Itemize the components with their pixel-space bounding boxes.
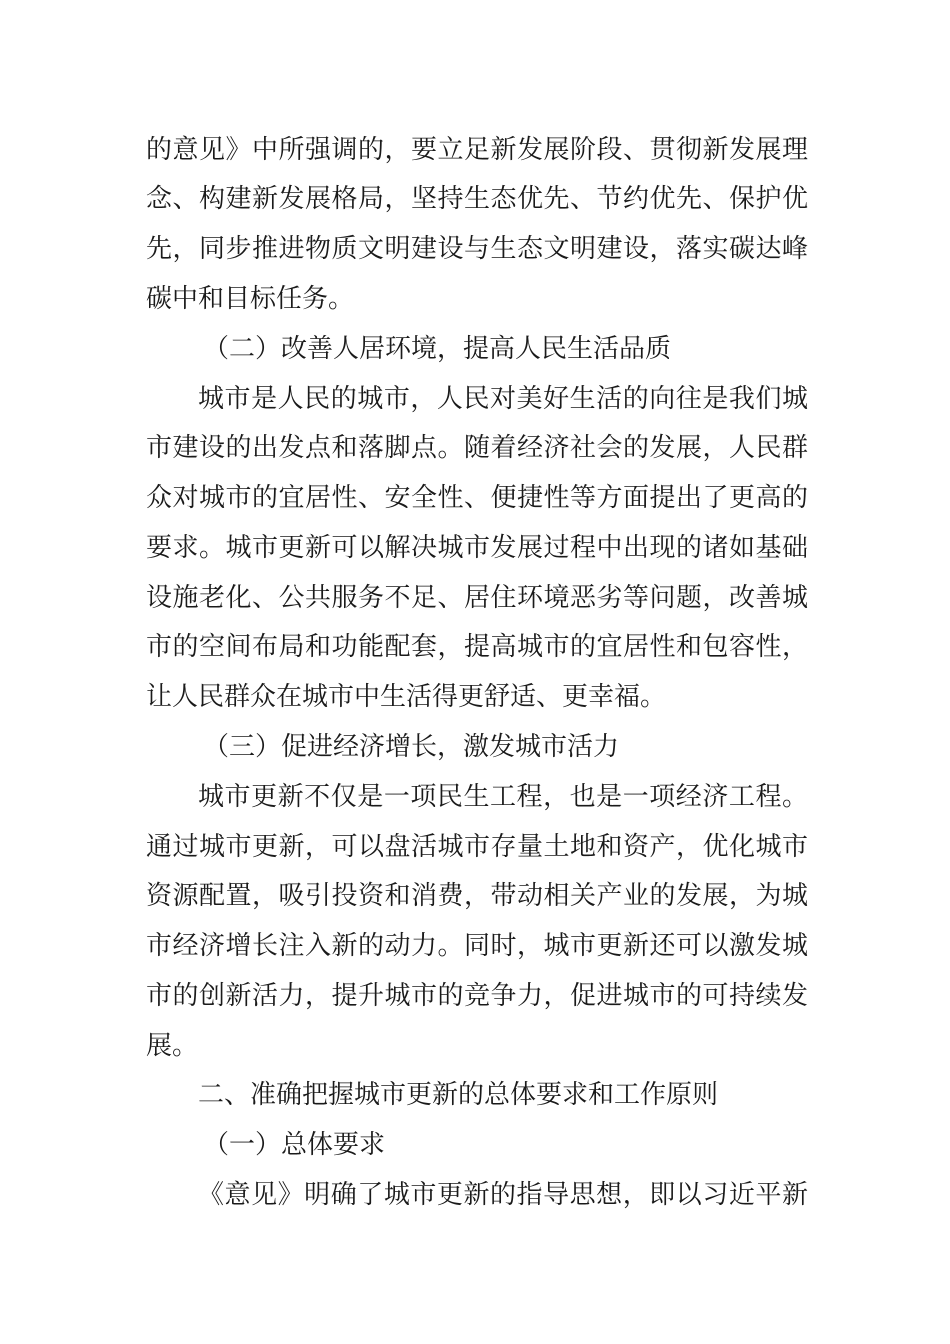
section-subheading: （二）改善人居环境，提高人民生活品质 [203,334,672,364]
section-subheading: （三）促进经济增长，激发城市活力 [203,732,620,762]
body-text-line: 设施老化、公共服务不足、居住环境恶劣等问题，改善城 [146,583,808,613]
paragraph-first-line: 城市是人民的城市，人民对美好生活的向往是我们城 [198,384,808,414]
paragraph-first-line: 城市更新不仅是一项民生工程，也是一项经济工程。 [198,782,808,812]
body-text-line: 的意见》中所强调的，要立足新发展阶段、贯彻新发展理 [146,135,808,165]
body-text-line: 通过城市更新，可以盘活城市存量土地和资产，优化城市 [146,832,808,862]
body-text-line: 让人民群众在城市中生活得更舒适、更幸福。 [146,682,667,712]
body-text-line: 念、构建新发展格局，坚持生态优先、节约优先、保护优 [146,184,808,214]
body-text-line: 市的空间布局和功能配套，提高城市的宜居性和包容性， [146,632,808,662]
body-text-line: 碳中和目标任务。 [146,284,355,314]
section-heading: 二、准确把握城市更新的总体要求和工作原则 [198,1080,719,1110]
body-text-line: 市经济增长注入新的动力。同时，城市更新还可以激发城 [146,931,808,961]
body-text-line: 要求。城市更新可以解决城市发展过程中出现的诸如基础 [146,533,808,563]
body-text-line: 先，同步推进物质文明建设与生态文明建设，落实碳达峰 [146,234,808,264]
body-text-line: 资源配置，吸引投资和消费，带动相关产业的发展，为城 [146,881,808,911]
paragraph-first-line: 《意见》明确了城市更新的指导思想，即以习近平新 [198,1180,808,1210]
body-text-line: 市建设的出发点和落脚点。随着经济社会的发展，人民群 [146,433,808,463]
body-text-line: 市的创新活力，提升城市的竞争力，促进城市的可持续发 [146,981,808,1011]
section-subheading: （一）总体要求 [203,1130,386,1160]
body-text-line: 展。 [146,1031,199,1061]
body-text-line: 众对城市的宜居性、安全性、便捷性等方面提出了更高的 [146,483,808,513]
